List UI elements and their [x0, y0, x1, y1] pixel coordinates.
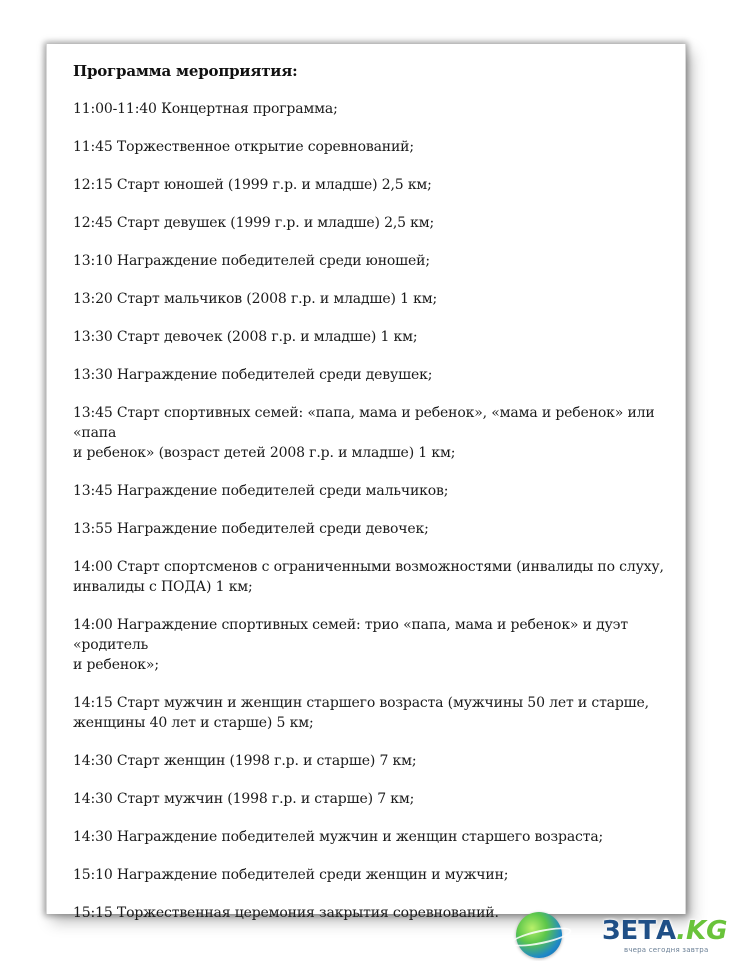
- schedule-item: [73, 789, 667, 809]
- watermark-brand-text: ЗЕТА: [602, 916, 677, 946]
- schedule-item: [73, 557, 667, 597]
- schedule-item-line: женщины 40 лет и старше) 5 км;: [73, 715, 314, 731]
- schedule-item: [73, 327, 667, 347]
- watermark-tld: .KG: [676, 916, 728, 946]
- schedule-item: [73, 403, 667, 463]
- watermark-brand: [602, 916, 727, 946]
- schedule-item: [73, 251, 667, 271]
- schedule-item-line: 13:45 Награждение победителей среди мальчиков;: [73, 483, 449, 499]
- schedule-item: [73, 289, 667, 309]
- schedule-item-line: 13:10 Награждение победителей среди юношей;: [73, 253, 430, 269]
- schedule-item-line: 12:15 Старт юношей (1999 г.р. и младше) 2,5 км;: [73, 177, 432, 193]
- schedule-item-line: 12:45 Старт девушек (1999 г.р. и младше) 2,5 км;: [73, 215, 435, 231]
- schedule-item: [73, 751, 667, 771]
- schedule-item-line: 13:30 Старт девочек (2008 г.р. и младше) 1 км;: [73, 329, 418, 345]
- schedule-item: [73, 865, 667, 885]
- schedule-item-line: 14:00 Старт спортсменов с ограниченными возможностями (инвалиды по слуху,: [73, 559, 664, 575]
- schedule-item-line: 13:55 Награждение победителей среди девочек;: [73, 521, 429, 537]
- schedule-item-line: 14:30 Старт женщин (1998 г.р. и старше) 7 км;: [73, 753, 417, 769]
- schedule-item-line: 15:10 Награждение победителей среди женщин и мужчин;: [73, 867, 509, 883]
- globe-icon: [516, 912, 562, 958]
- document-sheet: [46, 44, 686, 921]
- schedule-item-line: 13:20 Старт мальчиков (2008 г.р. и младше) 1 км;: [73, 291, 438, 307]
- schedule-item: [73, 175, 667, 195]
- schedule-item-line: 14:30 Награждение победителей мужчин и женщин старшего возраста;: [73, 829, 604, 845]
- schedule-item-line: инвалиды с ПОДА) 1 км;: [73, 579, 253, 595]
- schedule-item-line: 14:30 Старт мужчин (1998 г.р. и старше) 7 км;: [73, 791, 415, 807]
- schedule-item-line: 11:00-11:40 Концертная программа;: [73, 101, 338, 117]
- watermark-tagline: вчера сегодня завтра: [624, 946, 709, 954]
- schedule-item: [73, 693, 667, 733]
- document-title: Программа мероприятия:: [73, 62, 298, 80]
- schedule-item: [73, 519, 667, 539]
- schedule-item-line: 13:45 Старт спортивных семей: «папа, мама и ребенок», «мама и ребенок» или «папа: [73, 405, 655, 441]
- schedule-item-line: и ребенок» (возраст детей 2008 г.р. и младше) 1 км;: [73, 445, 456, 461]
- schedule-item-line: 11:45 Торжественное открытие соревнований;: [73, 139, 414, 155]
- schedule-item-line: и ребенок»;: [73, 657, 159, 673]
- schedule-item-line: 14:00 Награждение спортивных семей: трио «папа, мама и ребенок» и дуэт «родитель: [73, 617, 628, 653]
- schedule-item: [73, 365, 667, 385]
- schedule-item: [73, 615, 667, 675]
- schedule-item: [73, 99, 667, 119]
- schedule-list: [73, 99, 667, 923]
- schedule-item: [73, 137, 667, 157]
- schedule-item-line: 15:15 Торжественная церемония закрытия соревнований.: [73, 905, 499, 921]
- site-watermark: [514, 906, 736, 961]
- document-content: [73, 61, 667, 923]
- schedule-item: [73, 213, 667, 233]
- schedule-item-line: 14:15 Старт мужчин и женщин старшего возраста (мужчины 50 лет и старше,: [73, 695, 649, 711]
- schedule-item: [73, 827, 667, 847]
- schedule-item: [73, 481, 667, 501]
- schedule-item-line: 13:30 Награждение победителей среди девушек;: [73, 367, 433, 383]
